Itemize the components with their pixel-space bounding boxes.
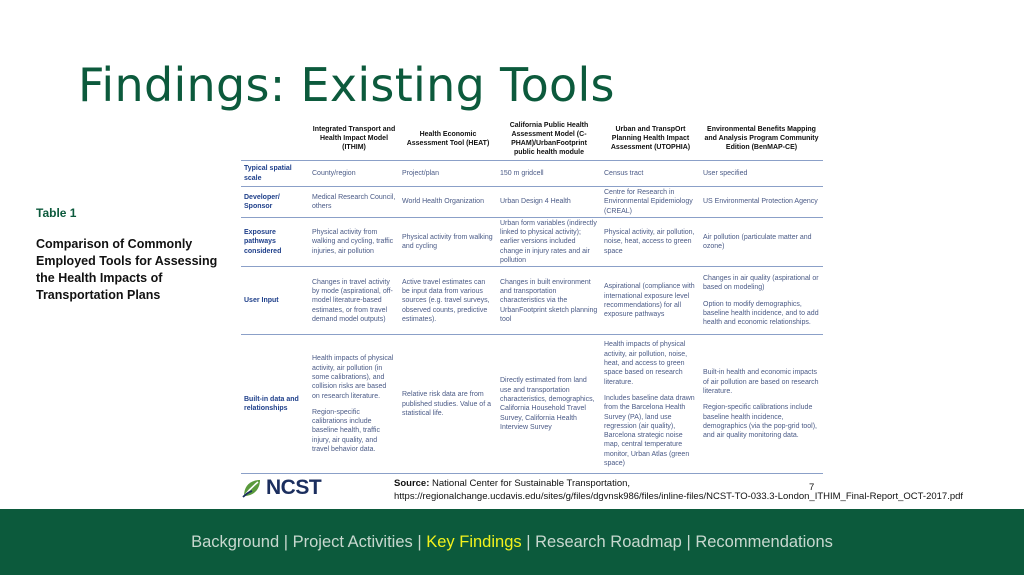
table-cell-text: Physical activity, air pollution, noise, heat, access to green space bbox=[604, 229, 695, 255]
table-cell-text: Project/plan bbox=[402, 169, 439, 177]
slide-title: Findings: Existing Tools bbox=[78, 58, 615, 112]
table-row bbox=[241, 335, 823, 474]
table-cell-text: Urban form variables (indirectly linked to physical activity); earlier versions included change in injury rates and air pollution bbox=[500, 219, 597, 265]
table-row bbox=[241, 161, 823, 187]
table-cell-text: Region-specific calibrations include baseline health, traffic injury, air quality, and travel behavior data. bbox=[312, 408, 380, 454]
footer-nav-item[interactable]: Key Findings bbox=[426, 532, 522, 551]
table-header-cell: Health Economic Assessment Tool (HEAT) bbox=[399, 117, 497, 161]
table-cell bbox=[497, 217, 601, 266]
table-cell-text: Health impacts of physical activity, air pollution (in some calibrations), and collision risks are based on research literature. bbox=[312, 355, 394, 400]
table-cell bbox=[700, 335, 823, 474]
table-cell-text: Active travel estimates can be input data from various sources (e.g. travel surveys, observed counts, predictive estimates). bbox=[402, 278, 490, 323]
table-cell bbox=[399, 267, 497, 335]
table-cell bbox=[700, 267, 823, 335]
table-cell bbox=[700, 217, 823, 266]
table-row-label: Exposure pathways considered bbox=[241, 217, 309, 266]
table-cell bbox=[497, 187, 601, 218]
footer-separator: | bbox=[283, 532, 289, 551]
table-cell-text: World Health Organization bbox=[402, 198, 484, 206]
table-row-label: Built-in data and relationships bbox=[241, 335, 309, 474]
footer-separator: | bbox=[686, 532, 691, 551]
table-cell bbox=[700, 161, 823, 187]
table-cell bbox=[601, 267, 700, 335]
footer-nav bbox=[191, 533, 833, 552]
table-cell bbox=[309, 217, 399, 266]
table-cell bbox=[601, 335, 700, 474]
table-cell bbox=[309, 267, 399, 335]
footer-nav-item[interactable]: Research Roadmap bbox=[535, 532, 682, 551]
table-cell-text: Directly estimated from land use and transportation characteristics, demographics, California Household Travel Survey, California Health Interview Survey bbox=[500, 377, 595, 431]
table-cell bbox=[309, 187, 399, 218]
table-cell bbox=[601, 161, 700, 187]
table-row bbox=[241, 217, 823, 266]
source-label: Source: bbox=[394, 478, 430, 489]
table-cell-text: Option to modify demographics, baseline health incidence, and to add health and economic relationships. bbox=[703, 300, 819, 327]
table-cell-text: Physical activity from walking and cycling bbox=[402, 233, 493, 251]
table-cell-text: Changes in air quality (aspirational or based on modeling) bbox=[703, 275, 819, 292]
ncst-logo bbox=[241, 476, 321, 500]
table-cell bbox=[497, 335, 601, 474]
table-cell bbox=[399, 187, 497, 218]
table-cell-text: Medical Research Council, others bbox=[312, 193, 396, 210]
table-cell bbox=[399, 217, 497, 266]
comparison-table bbox=[241, 117, 823, 474]
table-cell-text: Changes in travel activity by mode (aspirational, off-model literature-based estimates, or from travel demand model outputs) bbox=[312, 278, 393, 323]
table-cell bbox=[309, 335, 399, 474]
source-citation bbox=[394, 477, 963, 503]
footer-bar bbox=[0, 509, 1024, 575]
table-cell bbox=[309, 161, 399, 187]
table-cell-text: User specified bbox=[703, 169, 748, 177]
table-cell-text: Census tract bbox=[604, 169, 644, 177]
table-cell bbox=[601, 217, 700, 266]
table-cell-text: Centre for Research in Environmental Epidemiology (CREAL) bbox=[604, 189, 693, 215]
table-cell-text: County/region bbox=[312, 169, 356, 177]
table-header-cell: Integrated Transport and Health Impact Model (ITHIM) bbox=[309, 117, 399, 161]
table-row bbox=[241, 267, 823, 335]
table-cell-text: Physical activity from walking and cycling, traffic injuries, air pollution bbox=[312, 229, 394, 255]
table-cell-text: Aspirational (compliance with international exposure level recommendations) for all exposure pathways bbox=[604, 283, 695, 319]
table-cell-text: Changes in built environment and transportation characteristics via the UrbanFootprint sketch planning tool bbox=[500, 278, 598, 323]
table-row-label: Typical spatial scale bbox=[241, 161, 309, 187]
table-header-cell bbox=[241, 117, 309, 161]
table-header-cell: California Public Health Assessment Model (C-PHAM)/UrbanFootprint public health module bbox=[497, 117, 601, 161]
table-row bbox=[241, 187, 823, 218]
table-header-cell: Environmental Benefits Mapping and Analysis Program Community Edition (BenMAP-CE) bbox=[700, 117, 823, 161]
table-cell bbox=[497, 267, 601, 335]
table-cell-text: Includes baseline data drawn from the Barcelona Health Survey (PA), land use regression (air quality), Barcelona strategic noise map, central temperature monitor, Urban Atlas (green space) bbox=[604, 394, 695, 467]
table-row-label: User Input bbox=[241, 267, 309, 335]
source-line1: National Center for Sustainable Transportation, bbox=[429, 478, 631, 489]
logo-text: NCST bbox=[266, 476, 322, 499]
table-cell-text: Built-in health and economic impacts of air pollution are based on research literature. bbox=[703, 369, 819, 395]
table-cell bbox=[601, 187, 700, 218]
table-cell-text: US Environmental Protection Agency bbox=[703, 198, 818, 206]
table-header-row bbox=[241, 117, 823, 161]
page-number: 7 bbox=[809, 482, 815, 493]
table-cell-text: Relative risk data are from published studies. Value of a statistical life. bbox=[402, 391, 491, 418]
table-caption-number: Table 1 bbox=[36, 206, 77, 220]
footer-separator: | bbox=[526, 532, 531, 551]
table-cell bbox=[497, 161, 601, 187]
footer-separator: | bbox=[417, 532, 422, 551]
table-cell bbox=[399, 161, 497, 187]
footer-nav-item[interactable]: Project Activities bbox=[292, 532, 413, 551]
table-header-cell: Urban and TranspOrt Planning Health Impact Assessment (UTOPHIA) bbox=[601, 117, 700, 161]
table-row-label: Developer/ Sponsor bbox=[241, 187, 309, 218]
footer-nav-item[interactable]: Background bbox=[191, 532, 280, 551]
table-cell-text: Region-specific calibrations include baseline health incidence, demographics (via the pop-grid tool), and air quality monitoring data. bbox=[703, 404, 818, 440]
source-url[interactable]: https://regionalchange.ucdavis.edu/sites/g/files/dgvnsk986/files/inline-files/NCST-TO-033.3-London_ITHIM_Final-Report_OCT-2017.pdf bbox=[394, 491, 964, 502]
table-cell-text: Urban Design 4 Health bbox=[500, 198, 571, 206]
table-cell bbox=[700, 187, 823, 218]
footer-nav-item[interactable]: Recommendations bbox=[695, 532, 833, 551]
ncst-leaf-icon bbox=[241, 477, 263, 499]
table-cell-text: Health impacts of physical activity, air pollution, noise, heat, and access to green space based on research literature. bbox=[604, 341, 688, 386]
table-cell-text: Air pollution (particulate matter and ozone) bbox=[703, 233, 812, 251]
table-cell-text: 150 m gridcell bbox=[500, 169, 544, 177]
table-caption-text: Comparison of Commonly Employed Tools for Assessing the Health Impacts of Transportation Plans bbox=[36, 237, 218, 302]
table-cell bbox=[399, 335, 497, 474]
